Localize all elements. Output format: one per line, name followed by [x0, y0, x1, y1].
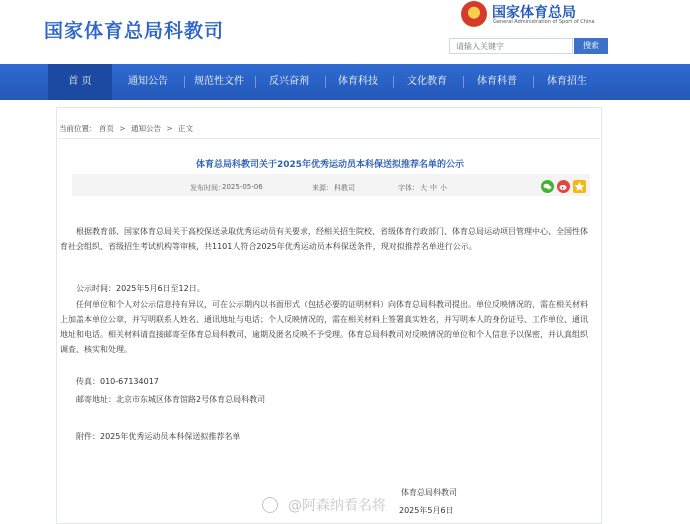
weibo-share-icon[interactable]	[557, 180, 570, 193]
breadcrumb	[59, 123, 193, 134]
breadcrumb-label: 当前位置：	[59, 124, 97, 133]
article-paragraph-intro: 根据教育部、国家体育总局关于高校保送录取优秀运动员有关要求，经相关招生院校、省级体育行政部门、体育总局运动项目管理中心、全国性体育社会组织、省级招生考试机构等审核，共1101人符合2025年优秀运动员本科保送条件，现对拟推荐名单进行公示。	[60, 227, 588, 251]
font-size-medium[interactable]: 中	[430, 184, 437, 192]
source-label: 来源：	[312, 184, 333, 192]
org-name-en: General Administration of Sport of China	[493, 19, 595, 25]
breadcrumb-separator: >	[166, 124, 173, 133]
nav-item-sports-tech[interactable]: 体育科技	[338, 76, 378, 87]
breadcrumb-divider	[58, 138, 600, 139]
nav-item-culture-education[interactable]: 文化教育	[407, 76, 447, 87]
breadcrumb-separator: >	[119, 124, 126, 133]
breadcrumb-home-link[interactable]: 首页	[98, 124, 114, 133]
attachment-link[interactable]: 附件：2025年优秀运动员本科保送拟推荐名单	[76, 432, 241, 441]
source-value: 科教司	[334, 184, 355, 192]
signature-org: 体育总局科教司	[401, 488, 457, 497]
qzone-share-icon[interactable]	[573, 180, 586, 193]
nav-item-notices[interactable]: 通知公告	[128, 76, 168, 87]
org-name-cn: 国家体育总局	[492, 5, 576, 21]
article-paragraph-objection: 任何单位和个人对公示信息持有异议，可在公示期内以书面形式（包括必要的证明材料）向体育总局科教司提出。单位反映情况的，需在相关材料上加盖本单位公章，并写明联系人姓名、通讯地址与电话；个人反映情况的，需在相关材料上签署真实姓名，并写明本人的身份证号、工作单位、通讯地址和电话。相关材料请直接邮寄至体育总局科教司，逾期及匿名反映不予受理。体育总局科教司对反映情况的单位和个人信息予以保密，并认真组织调查、核实和处理。	[60, 300, 588, 354]
site-title[interactable]: 国家体育总局科教司	[44, 20, 225, 42]
font-size-large[interactable]: 大	[420, 184, 427, 192]
breadcrumb-current: 正文	[178, 124, 194, 133]
font-size-label: 字体：	[398, 184, 419, 192]
publicity-period: 公示时间：2025年5月6日至12日。	[76, 284, 205, 293]
publish-date: 2025-05-06	[222, 183, 263, 191]
nav-item-anti-doping[interactable]: 反兴奋剂	[269, 76, 309, 87]
font-size-small[interactable]: 小	[440, 184, 447, 192]
publish-date-label: 发布时间：	[190, 184, 225, 192]
watermark-text: @阿森纳看名将	[288, 498, 386, 514]
national-emblem-icon	[461, 1, 487, 27]
fax-number: 传真：010-67134017	[76, 377, 159, 386]
site-header	[0, 0, 690, 64]
weibo-watermark-icon	[262, 497, 278, 513]
signature-date: 2025年5月6日	[399, 506, 454, 515]
search-button[interactable]: 搜索	[574, 38, 608, 54]
article-title: 体育总局科教司关于2025年优秀运动员本科保送拟推荐名单的公示	[195, 160, 465, 170]
nav-item-science-popularization[interactable]: 体育科普	[477, 76, 517, 87]
search-input[interactable]	[449, 38, 573, 54]
nav-item-regulations[interactable]: 规范性文件	[194, 76, 244, 87]
mailing-address: 邮寄地址：北京市东城区体育馆路2号体育总局科教司	[76, 395, 266, 404]
wechat-share-icon[interactable]	[541, 180, 554, 193]
nav-item-sports-admission[interactable]: 体育招生	[547, 76, 587, 87]
nav-item-home[interactable]: 首 页	[48, 64, 112, 100]
nav-divider	[184, 76, 185, 88]
main-nav	[0, 64, 690, 100]
breadcrumb-notices-link[interactable]: 通知公告	[130, 124, 161, 133]
